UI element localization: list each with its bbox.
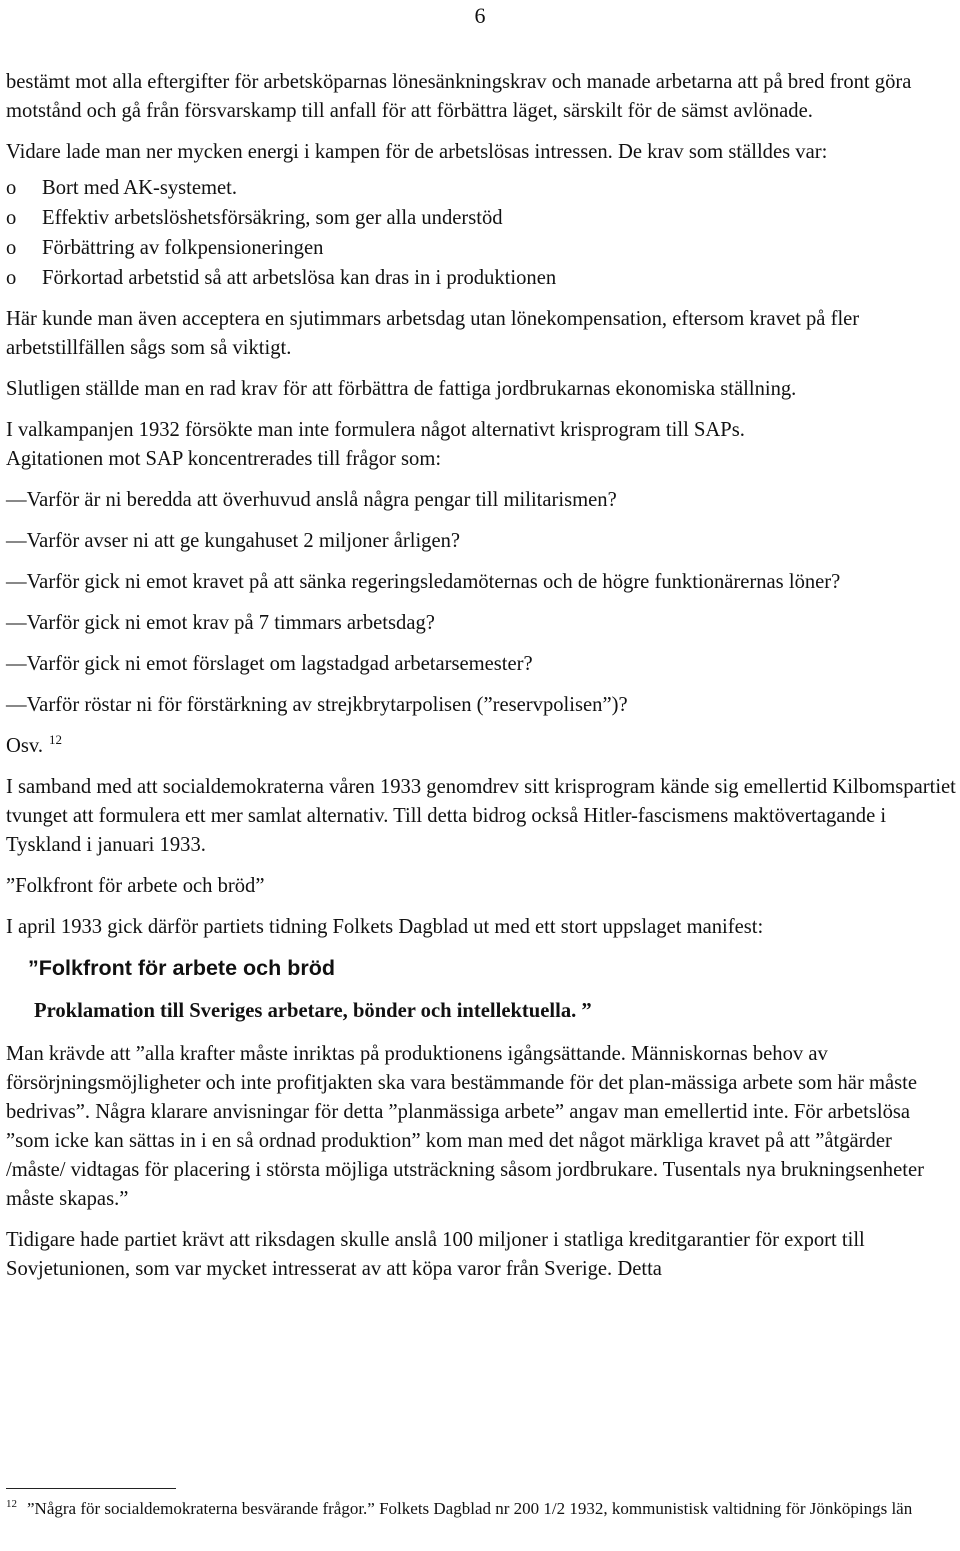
dash-icon: — (6, 653, 27, 675)
osv-line: Osv. $^{12}$ (6, 732, 62, 757)
question-arbetsdag: —Varför gick ni emot krav på 7 timmars arbetsdag? (6, 612, 435, 634)
paragraph-agitationen: Agitationen mot SAP koncentrerades till frågor som: (6, 448, 442, 470)
bullet-icon: o (6, 237, 17, 259)
dash-icon: — (6, 694, 27, 716)
dash-icon: — (6, 489, 27, 511)
question-reservpolisen: —Varför röstar ni för förstärkning av strejkbrytarpolisen (”reservpolisen”)? (6, 694, 628, 716)
footnote-number: 12 (6, 1498, 17, 1511)
list-item: o Förbättring av folkpensioneringen (6, 233, 956, 263)
footnote (6, 1496, 946, 1522)
paragraph-samband: I samband med att socialdemokraterna våren 1933 genomdrev sitt krisprogram kände sig emellertid Kilbomspartiet tvunget att formulera ett mer samlat alternativ. Till detta bidrog också Hitler-fascismens maktövertagande i Tyskland i januari 1933. (6, 776, 956, 856)
dash-icon: — (6, 612, 27, 634)
footnote-text: ”Några för socialdemokraterna besvärande frågor.” Folkets Dagblad nr 200 1/2 1932, kommunistisk valtidning för Jönköpings län (27, 1499, 913, 1518)
paragraph-sjutimmars: Här kunde man även acceptera en sjutimmars arbetsdag utan lönekompensation, eftersom kravet på fler arbetstillfällen sågs som så viktigt. (6, 308, 860, 359)
section-heading: ”Folkfront för arbete och bröd” (6, 875, 265, 897)
question-semester: —Varför gick ni emot förslaget om lagstadgad arbetarsemester? (6, 653, 533, 675)
bullet-icon: o (6, 207, 17, 229)
paragraph-april: I april 1933 gick därför partiets tidning Folkets Dagblad ut med ett stort uppslaget manifest: (6, 916, 764, 938)
document-body (6, 68, 956, 1296)
list-item: o Förkortad arbetstid så att arbetslösa kan dras in i produktionen (6, 263, 956, 293)
demands-list (6, 173, 956, 293)
manifest-subtitle: Proklamation till Sveriges arbetare, bönder och intellektuella. ” (34, 1000, 592, 1022)
manifest-title: ”Folkfront för arbete och bröd (28, 956, 335, 980)
paragraph-valkampanjen: I valkampanjen 1932 försökte man inte formulera något alternativt krisprogram till SAPs. (6, 419, 745, 441)
paragraph-jordbrukarna: Slutligen ställde man en rad krav för att förbättra de fattiga jordbrukarnas ekonomiska ställning. (6, 378, 797, 400)
list-item: o Bort med AK-systemet. (6, 173, 956, 203)
bullet-icon: o (6, 267, 17, 289)
bullet-icon: o (6, 177, 17, 199)
paragraph-eftergifter: bestämt mot alla eftergifter för arbetsköparnas lönesänkningskrav och manade arbetarna att på bred front göra motstånd och gå från försvarskamp till anfall för att förbättra läget, särskilt för de sämst avlönade. (6, 71, 912, 122)
page-number: 6 (474, 3, 486, 28)
question-loner: —Varför gick ni emot kravet på att sänka regeringsledamöternas och de högre funktionärernas löner? (6, 571, 841, 593)
dash-icon: — (6, 571, 27, 593)
question-kungahuset: —Varför avser ni att ge kungahuset 2 miljoner årligen? (6, 530, 461, 552)
paragraph-krafter: Man krävde att ”alla krafter måste inriktas på produktionens igångsättande. Människornas behov av försörjningsmöjligheter och inte profitjakten ska vara bestämmande för det plan-mässiga arbete som här måste bedrivas”. Några klarare anvisningar för detta ”planmässiga arbete” angav man emellertid inte. För arbetslösa ”som icke kan sättas in i en så ordnad produktion” kom man med det något märkliga kravet på att ”åtgärder /måste/ vidtagas för placering i största möjliga utsträckning såsom jordbrukare. Tusentals nya brukningsenheter måste skapas.” (6, 1043, 924, 1210)
question-militarismen: —Varför är ni beredda att överhuvud anslå några pengar till militarismen? (6, 489, 617, 511)
dash-icon: — (6, 530, 27, 552)
list-item: o Effektiv arbetslöshetsförsäkring, som ger alla understöd (6, 203, 956, 233)
footnote-reference[interactable]: 12 (49, 732, 62, 748)
paragraph-arbetslosas: Vidare lade man ner mycken energi i kampen för de arbetslösas intressen. De krav som ställdes var: (6, 141, 828, 163)
paragraph-tidigare: Tidigare hade partiet krävt att riksdagen skulle anslå 100 miljoner i statliga kreditgarantier för export till Sovjetunionen, som var mycket intresserat av att köpa varor från Sverige. Detta (6, 1229, 865, 1280)
footnote-divider (6, 1488, 176, 1489)
